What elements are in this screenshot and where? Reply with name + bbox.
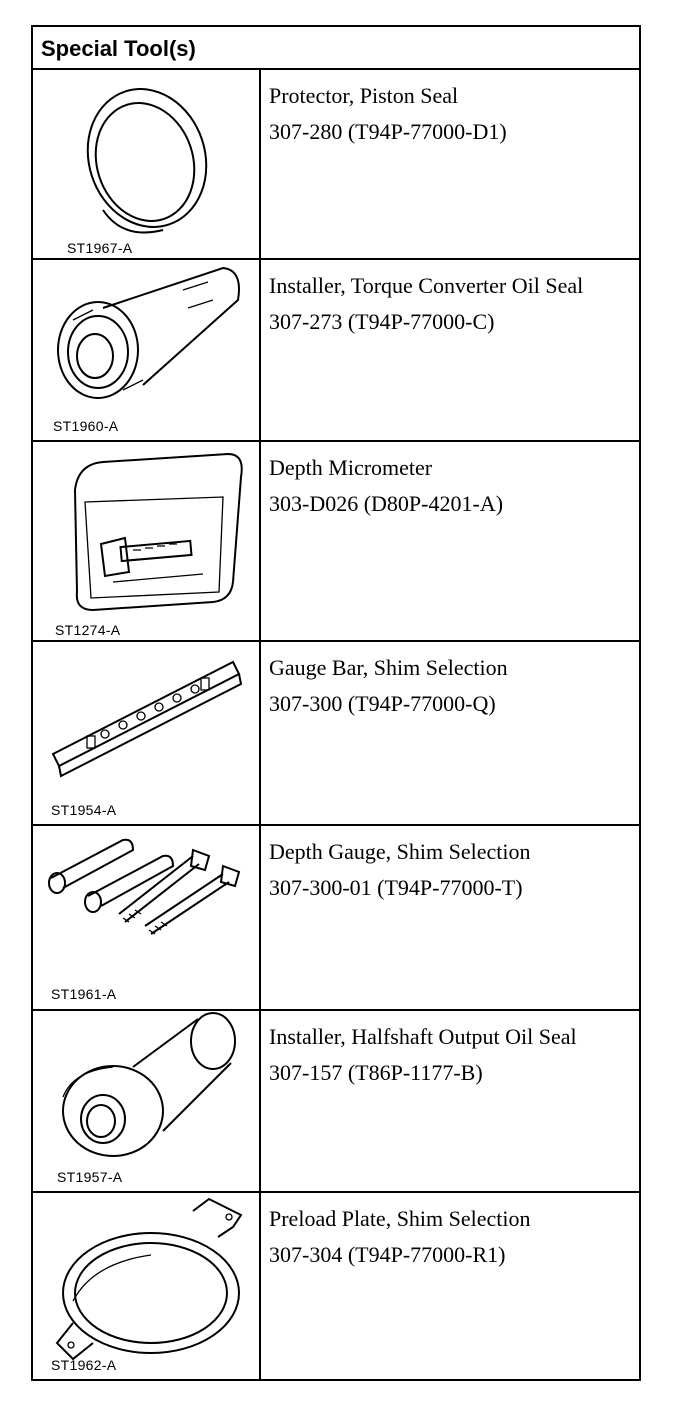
tool-code: ST1954-A (51, 802, 117, 818)
tool-row (33, 260, 639, 442)
tool-number: 307-300-01 (T94P-77000-T) (269, 875, 523, 900)
tool-illustration-cell (33, 70, 261, 258)
tool-name: Preload Plate, Shim Selection (269, 1206, 531, 1231)
table-header: Special Tool(s) (33, 27, 639, 70)
depth-micrometer-icon (33, 442, 261, 642)
tool-row (33, 70, 639, 260)
tool-name: Installer, Halfshaft Output Oil Seal (269, 1024, 577, 1049)
tool-number: 307-300 (T94P-77000-Q) (269, 691, 496, 716)
tool-code: ST1961-A (51, 986, 117, 1002)
tool-number: 307-273 (T94P-77000-C) (269, 309, 495, 334)
tool-code: ST1960-A (53, 418, 119, 434)
tool-illustration-cell (33, 642, 261, 824)
tool-name: Depth Gauge, Shim Selection (269, 839, 531, 864)
tool-code: ST1967-A (67, 240, 133, 256)
tool-description (269, 80, 629, 148)
tool-row (33, 826, 639, 1011)
tool-number: 307-157 (T86P-1177-B) (269, 1060, 483, 1085)
tool-description (269, 1021, 629, 1089)
tool-number: 307-304 (T94P-77000-R1) (269, 1242, 506, 1267)
tool-number: 307-280 (T94P-77000-D1) (269, 119, 507, 144)
tool-code: ST1957-A (57, 1169, 123, 1185)
tool-illustration-cell (33, 1193, 261, 1379)
tool-row (33, 442, 639, 642)
tool-row (33, 642, 639, 826)
tool-row (33, 1193, 639, 1379)
tool-name: Installer, Torque Converter Oil Seal (269, 273, 584, 298)
preload-plate-icon (33, 1193, 261, 1379)
piston-seal-protector-icon (33, 70, 261, 260)
tool-illustration-cell (33, 442, 261, 640)
tool-name: Protector, Piston Seal (269, 83, 459, 108)
tool-illustration-cell (33, 826, 261, 1009)
tool-description (269, 652, 629, 720)
tool-description (269, 1203, 629, 1271)
torque-converter-seal-installer-icon (33, 260, 261, 442)
tool-description (269, 270, 629, 338)
tool-number: 303-D026 (D80P-4201-A) (269, 491, 504, 516)
tool-row (33, 1011, 639, 1193)
tool-code: ST1274-A (55, 622, 121, 638)
tool-illustration-cell (33, 260, 261, 440)
tool-illustration-cell (33, 1011, 261, 1191)
tool-description (269, 452, 629, 520)
depth-gauge-icon (33, 826, 261, 1011)
halfshaft-seal-installer-icon (33, 1011, 261, 1193)
tool-code: ST1962-A (51, 1357, 117, 1373)
tool-name: Gauge Bar, Shim Selection (269, 655, 508, 680)
tool-description (269, 836, 629, 904)
gauge-bar-icon (33, 642, 261, 826)
special-tools-table (31, 25, 641, 1381)
tool-name: Depth Micrometer (269, 455, 433, 480)
